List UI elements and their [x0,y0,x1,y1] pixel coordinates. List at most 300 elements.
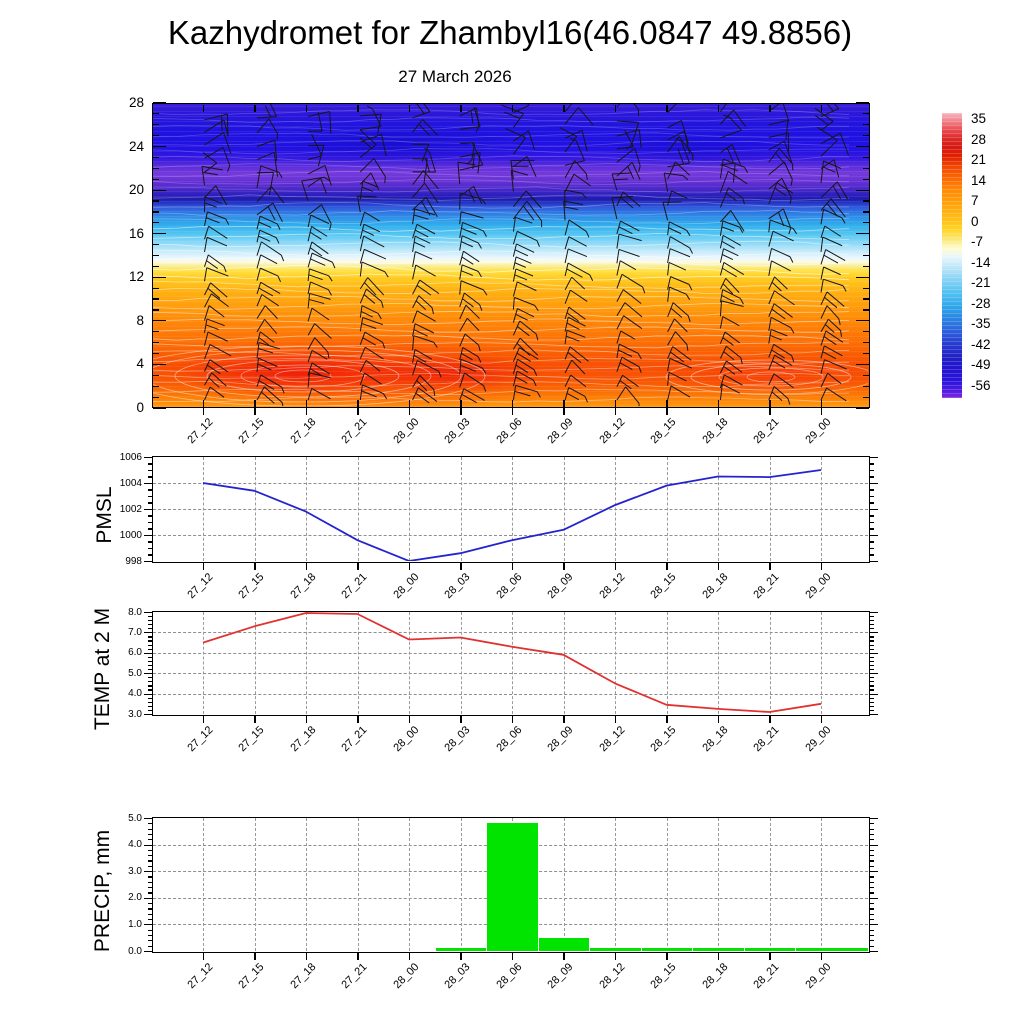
axis-tick [870,548,874,549]
colorbar-tick-label: -21 [971,275,991,291]
contour-ytick-label: 0 [136,400,144,415]
colorbar-tick-label: -49 [971,357,991,373]
axis-tick [153,200,159,201]
axis-tick [148,541,152,542]
axis-tick [769,563,770,570]
colorbar-band-texture [942,113,962,398]
x-tick-label: 29_00 [802,724,833,755]
axis-tick [863,244,869,245]
axis-tick [153,353,159,354]
axis-tick [148,649,152,650]
x-tick-label: 27_21 [339,571,370,602]
axis-tick [153,277,166,278]
axis-tick [870,882,874,883]
axis-tick [203,953,204,960]
axis-tick [615,716,616,723]
axis-tick [870,834,874,835]
axis-tick [306,408,307,415]
axis-tick [863,135,869,136]
axis-tick [148,823,152,824]
precip-bar [487,823,538,951]
axis-tick [203,563,204,570]
x-tick-label: 28_15 [648,724,679,755]
axis-tick [870,541,874,542]
axis-tick [148,839,152,840]
axis-tick [870,823,874,824]
axis-tick [144,673,152,674]
x-tick-label: 28_09 [545,961,576,992]
chart-subtitle: 27 March 2026 [398,67,512,86]
axis-tick [870,689,874,690]
axis-tick [148,528,152,529]
axis-tick [863,200,869,201]
axis-tick [863,124,869,125]
x-tick-label: 28_12 [596,571,627,602]
axis-tick [148,522,152,523]
axis-tick [148,657,152,658]
x-tick-label: 28_15 [648,571,679,602]
axis-tick [870,612,878,613]
axis-tick [856,102,869,103]
temp-line [153,612,868,714]
panel-ytick-label: 5.0 [128,812,142,824]
axis-tick [148,689,152,690]
axis-tick [863,222,869,223]
axis-tick [821,716,822,723]
axis-tick [870,892,874,893]
axis-tick [863,342,869,343]
axis-tick [254,400,255,407]
colorbar-tick-label: 21 [971,152,987,168]
axis-tick [144,714,152,715]
axis-tick [563,563,564,570]
axis-tick [148,669,152,670]
contour-ytick-label: 4 [136,356,144,372]
axis-tick [769,716,770,723]
axis-tick [615,408,616,415]
wind-barbs-layer [153,104,868,406]
axis-tick [870,470,874,471]
axis-tick [870,554,874,555]
precip-bar [745,948,796,951]
axis-tick [615,953,616,960]
axis-tick [357,400,358,407]
axis-tick [153,266,159,267]
axis-tick [870,818,878,819]
axis-tick [460,953,461,960]
axis-tick [870,887,874,888]
axis-tick [144,457,152,458]
axis-tick [148,882,152,883]
axis-tick [718,400,719,407]
axis-tick [870,914,874,915]
axis-tick [144,509,152,510]
axis-tick [870,665,874,666]
v-gridline [615,818,616,951]
colorbar-tick-label: -14 [971,254,991,270]
v-gridline [821,818,822,951]
colorbar-tick-label: 0 [971,213,979,229]
axis-tick [409,408,410,415]
axis-tick [148,636,152,637]
axis-tick [563,400,564,407]
precip-axis-title: PRECIP, mm [91,829,114,953]
axis-tick [870,476,874,477]
axis-tick [666,400,667,407]
axis-tick [769,400,770,407]
axis-tick [870,528,874,529]
axis-tick [409,716,410,723]
x-tick-label: 27_18 [287,571,318,602]
axis-tick [153,298,159,299]
contour-ytick-label: 20 [128,182,144,198]
axis-tick [144,694,152,695]
axis-tick [148,661,152,662]
v-gridline [358,818,359,951]
axis-tick [460,563,461,570]
x-tick-label: 28_06 [493,724,524,755]
axis-tick [144,653,152,654]
axis-tick [144,612,152,613]
pmsl-panel [152,456,870,563]
axis-tick [615,400,616,407]
axis-tick [863,288,869,289]
axis-tick [718,953,719,960]
axis-tick [357,953,358,960]
axis-tick [148,489,152,490]
axis-tick [148,515,152,516]
x-tick-label: 28_12 [596,961,627,992]
panel-ytick-label: 998 [125,555,142,567]
axis-tick [148,463,152,464]
axis-tick [148,876,152,877]
axis-tick [148,665,152,666]
axis-tick [512,716,513,723]
axis-tick [870,935,874,936]
axis-tick [870,714,878,715]
axis-tick [203,408,204,415]
axis-tick [870,561,878,562]
panel-ytick-label: 1002 [119,503,142,515]
colorbar-tick-label: -56 [971,378,991,394]
axis-tick [153,397,159,398]
v-gridline [461,818,462,951]
x-tick-label: 29_00 [802,961,833,992]
axis-tick [203,716,204,723]
v-gridline [718,818,719,951]
axis-tick [409,400,410,407]
x-tick-label: 28_00 [390,724,421,755]
x-tick-label: 28_18 [699,416,730,447]
contour-ytick-label: 28 [128,95,144,110]
axis-tick [148,903,152,904]
axis-tick [870,698,874,699]
axis-tick [153,135,159,136]
axis-tick [870,845,878,846]
axis-tick [153,342,159,343]
axis-tick [153,190,166,191]
v-gridline [409,818,410,951]
axis-tick [870,898,874,899]
axis-tick [512,400,513,407]
panel-ytick-label: 4.0 [128,839,142,851]
axis-tick [148,829,152,830]
axis-tick [512,563,513,570]
x-tick-label: 28_21 [751,961,782,992]
panel-ytick-label: 8.0 [128,606,142,618]
axis-tick [203,400,204,407]
v-gridline [667,818,668,951]
axis-tick [870,661,874,662]
axis-tick [144,632,152,633]
colorbar-tick-label: 14 [971,172,987,188]
axis-tick [153,168,159,169]
axis-tick [870,628,874,629]
axis-tick [144,483,152,484]
x-tick-label: 28_12 [596,724,627,755]
axis-tick [153,407,166,408]
axis-tick [144,561,152,562]
axis-tick [870,866,874,867]
axis-tick [148,940,152,941]
axis-tick [153,255,159,256]
axis-tick [821,105,822,112]
axis-tick [153,113,159,114]
axis-tick [870,951,878,952]
axis-tick [870,645,874,646]
axis-tick [460,105,461,112]
axis-tick [148,834,152,835]
axis-tick [563,105,564,112]
x-tick-label: 28_15 [648,416,679,447]
axis-tick [870,673,878,674]
axis-tick [153,364,166,365]
axis-tick [512,408,513,415]
axis-tick [870,489,874,490]
axis-tick [148,892,152,893]
axis-tick [153,244,159,245]
axis-tick [148,677,152,678]
colorbar-tick-label: -7 [971,234,984,250]
axis-tick [856,277,869,278]
axis-tick [153,233,166,234]
axis-tick [148,640,152,641]
axis-tick [870,876,874,877]
axis-tick [821,953,822,960]
precip-bar-edge [847,948,868,951]
x-tick-label: 27_12 [184,416,215,447]
axis-tick [870,924,878,925]
axis-tick [148,685,152,686]
axis-tick [870,860,874,861]
axis-tick [148,628,152,629]
axis-tick [153,146,166,147]
x-tick-label: 28_03 [442,571,473,602]
axis-tick [870,694,878,695]
axis-tick [144,924,152,925]
axis-tick [863,375,869,376]
axis-tick [870,681,874,682]
axis-tick [863,157,869,158]
axis-tick [769,105,770,112]
x-tick-label: 28_00 [390,571,421,602]
x-tick-label: 28_09 [545,571,576,602]
x-tick-label: 27_21 [339,416,370,447]
axis-tick [153,386,159,387]
x-tick-label: 28_06 [493,416,524,447]
page-title: Kazhydromet for Zhambyl16(46.0847 49.8856) [167,14,853,51]
precip-bar [539,938,590,951]
x-tick-label: 28_18 [699,571,730,602]
x-tick-label: 28_21 [751,571,782,602]
axis-tick [203,105,204,112]
axis-tick [148,476,152,477]
axis-tick [870,509,878,510]
axis-tick [148,624,152,625]
panel-ytick-label: 1006 [119,451,142,463]
panel-ytick-label: 4.0 [128,688,142,700]
axis-tick [821,563,822,570]
axis-tick [870,855,874,856]
axis-tick [306,563,307,570]
axis-tick [856,364,869,365]
axis-tick [512,105,513,112]
axis-tick [153,222,159,223]
axis-tick [718,408,719,415]
axis-tick [148,681,152,682]
axis-tick [148,866,152,867]
axis-tick [148,554,152,555]
colorbar-tick-label: -35 [971,316,991,332]
axis-tick [863,255,869,256]
panel-ytick-label: 1.0 [128,918,142,930]
precip-bar [590,948,641,951]
pmsl-line [153,457,868,561]
x-tick-label: 28_15 [648,961,679,992]
temp-panel [152,611,870,716]
x-tick-label: 27_12 [184,724,215,755]
axis-tick [870,496,874,497]
axis-tick [148,887,152,888]
x-tick-label: 28_00 [390,961,421,992]
colorbar-tick-label: 28 [971,131,987,147]
precip-bar [436,948,487,951]
axis-tick [870,829,874,830]
v-gridline [203,818,204,951]
x-tick-label: 27_15 [236,416,267,447]
axis-tick [870,850,874,851]
axis-tick [718,716,719,723]
axis-tick [870,624,874,625]
x-tick-label: 28_18 [699,724,730,755]
x-tick-label: 27_15 [236,571,267,602]
axis-tick [870,685,874,686]
panel-ytick-label: 2.0 [128,892,142,904]
axis-tick [863,309,869,310]
axis-tick [870,702,874,703]
contour-ytick-label: 12 [128,269,144,285]
axis-tick [870,653,878,654]
precip-bar [796,948,847,951]
x-tick-label: 29_00 [802,416,833,447]
x-tick-label: 28_06 [493,961,524,992]
axis-tick [769,953,770,960]
axis-tick [563,716,564,723]
axis-tick [863,397,869,398]
axis-tick [870,620,874,621]
axis-tick [563,408,564,415]
axis-tick [615,563,616,570]
axis-tick [148,898,152,899]
axis-tick [148,470,152,471]
x-tick-label: 28_00 [390,416,421,447]
colorbar-tick-label: 7 [971,193,979,209]
colorbar-tick-label: -28 [971,295,991,311]
axis-tick [512,953,513,960]
axis-tick [863,266,869,267]
axis-tick [870,706,874,707]
precip-panel [152,817,870,953]
v-gridline [770,818,771,951]
colorbar-tick-label: 35 [971,111,987,126]
axis-tick [870,919,874,920]
axis-tick [148,710,152,711]
axis-tick [144,951,152,952]
axis-tick [153,179,159,180]
axis-tick [863,353,869,354]
axis-tick [144,535,152,536]
axis-tick [409,563,410,570]
axis-tick [148,548,152,549]
axis-tick [148,860,152,861]
axis-tick [148,620,152,621]
x-tick-label: 28_21 [751,724,782,755]
axis-tick [870,839,874,840]
axis-tick [144,871,152,872]
axis-tick [870,463,874,464]
axis-tick [666,716,667,723]
axis-tick [870,677,874,678]
axis-tick [870,946,874,947]
axis-tick [863,168,869,169]
panel-ytick-label: 1004 [119,477,142,489]
panel-ytick-label: 3.0 [128,708,142,720]
axis-tick [148,706,152,707]
axis-tick [870,502,874,503]
axis-tick [153,320,166,321]
axis-tick [460,408,461,415]
axis-tick [863,179,869,180]
axis-tick [357,563,358,570]
axis-tick [870,657,874,658]
x-tick-label: 27_21 [339,961,370,992]
axis-tick [856,320,869,321]
axis-tick [148,855,152,856]
axis-tick [666,105,667,112]
panel-ytick-label: 5.0 [128,667,142,679]
precip-bar [642,948,693,951]
axis-tick [870,535,878,536]
axis-tick [153,124,159,125]
axis-tick [870,483,878,484]
axis-tick [856,146,869,147]
x-tick-label: 27_12 [184,571,215,602]
axis-tick [870,640,874,641]
x-tick-label: 28_09 [545,724,576,755]
temperature-colorbar [942,113,962,398]
axis-tick [306,400,307,407]
axis-tick [148,496,152,497]
